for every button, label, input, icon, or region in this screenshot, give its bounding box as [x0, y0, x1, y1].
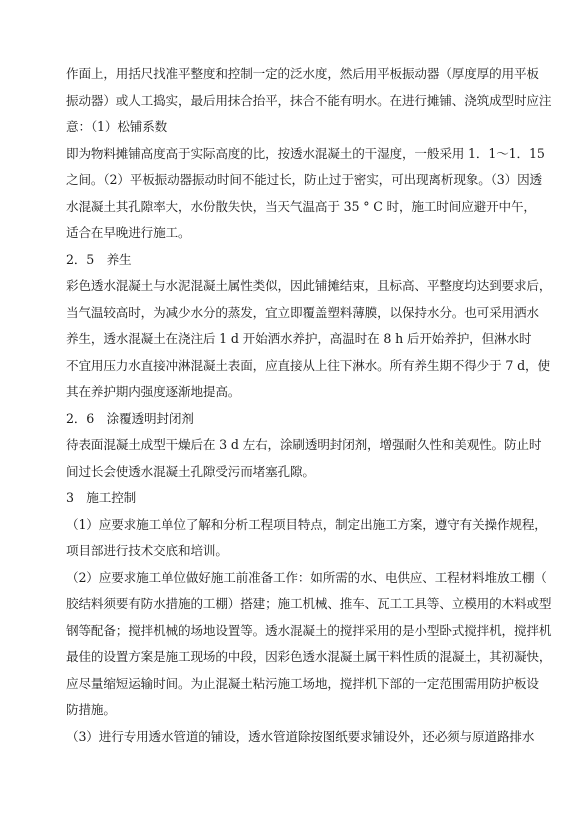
text-line: 不宜用压力水直接冲淋混凝土表面，应直接从上往下淋水。所有养生期不得少于 7 d，使	[66, 357, 550, 373]
text-line: 应尽量缩短运输时间。为止混凝土粘污施工场地，搅拌机下部的一定范围需用防护板设	[66, 675, 539, 691]
text-line: 当气温较高时，为减少水分的蒸发，宜立即覆盖塑料薄膜，以保持水分。也可采用洒水	[66, 304, 539, 320]
section-heading: 2．5 养生	[66, 251, 132, 267]
text-line: 间过长会使透水混凝土孔隙受污而堵塞孔隙。	[66, 463, 315, 479]
text-line: 待表面混凝土成型干燥后在 3 d 左右，涂刷透明封闭剂，增强耐久性和美观性。防止时	[66, 437, 542, 452]
text-line: 之间。（2）平板振动器振动时间不能过长，防止过于密实，可出现离析现象。（3）因透	[66, 172, 542, 187]
text-line: 其在养护期内强度逐渐地提高。	[66, 384, 241, 399]
text-line: 振动器）或人工捣实，最后用抹合抬平，抹合不能有明水。在进行摊铺、浇筑成型时应注	[66, 92, 552, 108]
text-line: 最佳的设置方案是施工现场的中段，因彩色透水混凝土属干料性质的混凝土，其初凝快，	[66, 649, 552, 664]
text-line: 胶结料须要有防水措施的工棚）搭建；施工机械、推车、瓦工工具等、立模用的木料或型	[66, 596, 552, 611]
text-line: 作面上，用括尺找准平整度和控制一定的泛水度，然后用平板振动器（厚度厚的用平板	[66, 66, 539, 81]
text-line: （2）应要求施工单位做好施工前准备工作：如所需的水、电供应、工程材料堆放工棚（	[66, 569, 547, 585]
text-line: 养生，透水混凝土在浇注后 1 d 开始洒水养护，高温时在 8 h 后开始养护，但淋水时	[66, 331, 532, 346]
text-line: 适合在早晚进行施工。	[66, 225, 191, 240]
text-line: 彩色透水混凝土与水泥混凝土属性类似，因此铺摊结束，且标高、平整度均达到要求后，	[66, 278, 552, 293]
text-line: 钢等配备；搅拌机械的场地设置等。透水混凝土的搅拌采用的是小型卧式搅拌机，搅拌机	[66, 622, 552, 638]
section-heading: 2．6 涂覆透明封闭剂	[66, 410, 194, 426]
text-line: 水混凝土其孔隙率大，水份散失快，当天气温高于 35 ° C 时，施工时间应避开中午，	[66, 198, 536, 214]
text-line: 项目部进行技术交底和培训。	[66, 543, 228, 558]
text-line: （1）应要求施工单位了解和分析工程项目特点，制定出施工方案，遵守有关操作规程，	[66, 516, 547, 532]
document-body	[66, 61, 552, 750]
text-line: （3）进行专用透水管道的铺设，透水管道除按图纸要求铺设外，还必须与原道路排水	[66, 728, 535, 744]
text-line: 防措施。	[66, 702, 116, 717]
text-line: 意：（1）松铺系数	[66, 119, 168, 134]
text-line: 即为物料摊铺高度高于实际高度的比，按透水混凝土的干湿度，一般采用 1．1～1．15	[66, 145, 545, 161]
section-heading: 3 施工控制	[66, 490, 137, 505]
